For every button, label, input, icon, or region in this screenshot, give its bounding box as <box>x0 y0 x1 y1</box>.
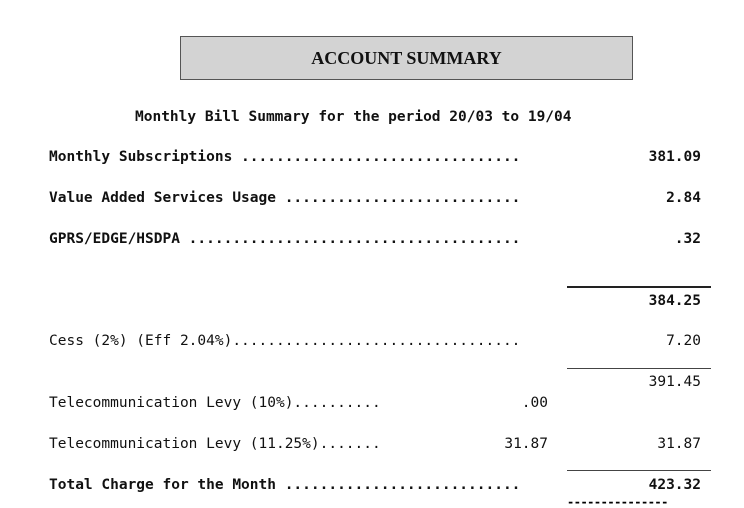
total-rule <box>567 470 711 471</box>
row-amount-monthly-subscriptions: 381.09 <box>648 149 701 165</box>
account-summary-header <box>180 36 633 80</box>
total-amount: 423.32 <box>648 477 701 493</box>
period-title: Monthly Bill Summary for the period 20/03 to 19/04 <box>135 109 572 125</box>
levy-10-label: Telecommunication Levy (10%).......... <box>49 395 381 411</box>
final-dashed-rule: --------------- <box>567 496 668 508</box>
subtotal-rule <box>567 286 711 288</box>
row-amount-value-added-services: 2.84 <box>666 190 701 206</box>
row-label-value-added-services: Value Added Services Usage ........................... <box>49 190 521 206</box>
page-title: ACCOUNT SUMMARY <box>311 47 502 68</box>
row-label-monthly-subscriptions: Monthly Subscriptions ................................ <box>49 149 521 165</box>
levy-10-mid-amount: .00 <box>521 395 548 411</box>
levy-11-label: Telecommunication Levy (11.25%)....... <box>49 436 381 452</box>
subtotal-amount-1: 384.25 <box>648 293 701 309</box>
cess-label: Cess (2%) (Eff 2.04%)................................. <box>49 333 521 349</box>
subtotal-rule-2 <box>567 368 711 369</box>
row-label-gprs: GPRS/EDGE/HSDPA ...................................... <box>49 231 521 247</box>
subtotal-amount-2: 391.45 <box>648 374 701 390</box>
row-amount-gprs: .32 <box>674 231 701 247</box>
levy-11-mid-amount: 31.87 <box>504 436 548 452</box>
cess-amount: 7.20 <box>666 333 701 349</box>
levy-11-amount: 31.87 <box>657 436 701 452</box>
total-label: Total Charge for the Month ........................... <box>49 477 521 493</box>
